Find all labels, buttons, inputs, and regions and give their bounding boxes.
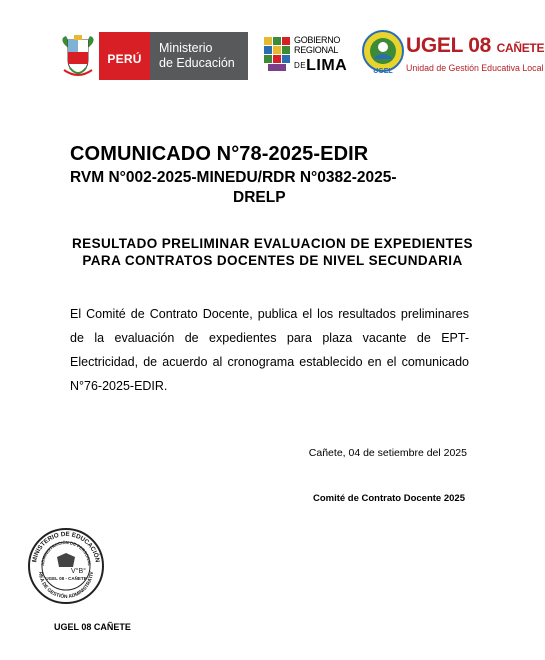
subtitle-line2: DRELP: [233, 189, 286, 206]
minedu-logo: [99, 32, 248, 80]
footer-label: UGEL 08 CAÑETE: [54, 622, 131, 632]
ugel-title-main: UGEL 08: [406, 34, 492, 57]
gore-lima-emblem-icon: [262, 35, 292, 73]
ugel-title: [406, 35, 544, 59]
gore-line1: GOBIERNO: [294, 35, 341, 45]
seal-text-bottom: REA DE GESTIÓN ADMINISTRATIV: [36, 571, 96, 601]
ugel-emblem-icon: [362, 29, 404, 77]
seal-center: UGEL 08 - CAÑETE: [45, 576, 87, 581]
ugel-subtitle: Unidad de Gestión Educativa Local: [406, 63, 544, 73]
ugel-title-small: CAÑETE: [496, 41, 545, 55]
gore-name: [294, 35, 340, 55]
gore-line2: REGIONAL: [294, 45, 339, 55]
document-subtitle: [70, 168, 470, 208]
signature-line: Comité de Contrato Docente 2025: [312, 493, 465, 504]
seal-text-inner: ADMINISTRACIÓN DE PERSONAL: [39, 539, 93, 566]
seal-text-top: MINISTERIO DE EDUCACIÓN: [31, 530, 101, 563]
minedu-line1: Ministerio: [159, 41, 213, 55]
document-heading: RESULTADO PRELIMINAR EVALUACION DE EXPEDIENTES PARA CONTRATOS DOCENTES DE NIVEL SECUNDARIA: [72, 236, 473, 268]
document-title: COMUNICADO N°78-2025-EDIR: [70, 143, 369, 165]
subtitle-line1: RVM N°002-2025-MINEDU/RDR N°0382-2025-: [70, 169, 397, 186]
seal-vb: V°B°: [71, 568, 86, 575]
body-paragraph: El Comité de Contrato Docente, publica el los resultados preliminares de la evaluación de expedientes para plaza vacante de EPT-Electricidad, de acuerdo al cronograma establecido en el comunicado N°76-2025-EDIR.: [70, 307, 469, 393]
official-seal-icon: [27, 527, 105, 605]
coat-of-arms-icon: [60, 34, 96, 78]
gore-line3: DE: [294, 61, 307, 70]
minedu-name-block: [150, 32, 248, 80]
ugel-emblem-label: UGEL: [373, 68, 393, 75]
document-date: Cañete, 04 de setiembre del 2025: [308, 447, 467, 459]
peru-label: PERÚ: [107, 52, 142, 66]
peru-brand-block: [99, 32, 150, 80]
gore-lima-label: [294, 58, 347, 74]
minedu-line2: de Educación: [159, 56, 235, 70]
gore-lima-word: LIMA: [306, 57, 348, 74]
